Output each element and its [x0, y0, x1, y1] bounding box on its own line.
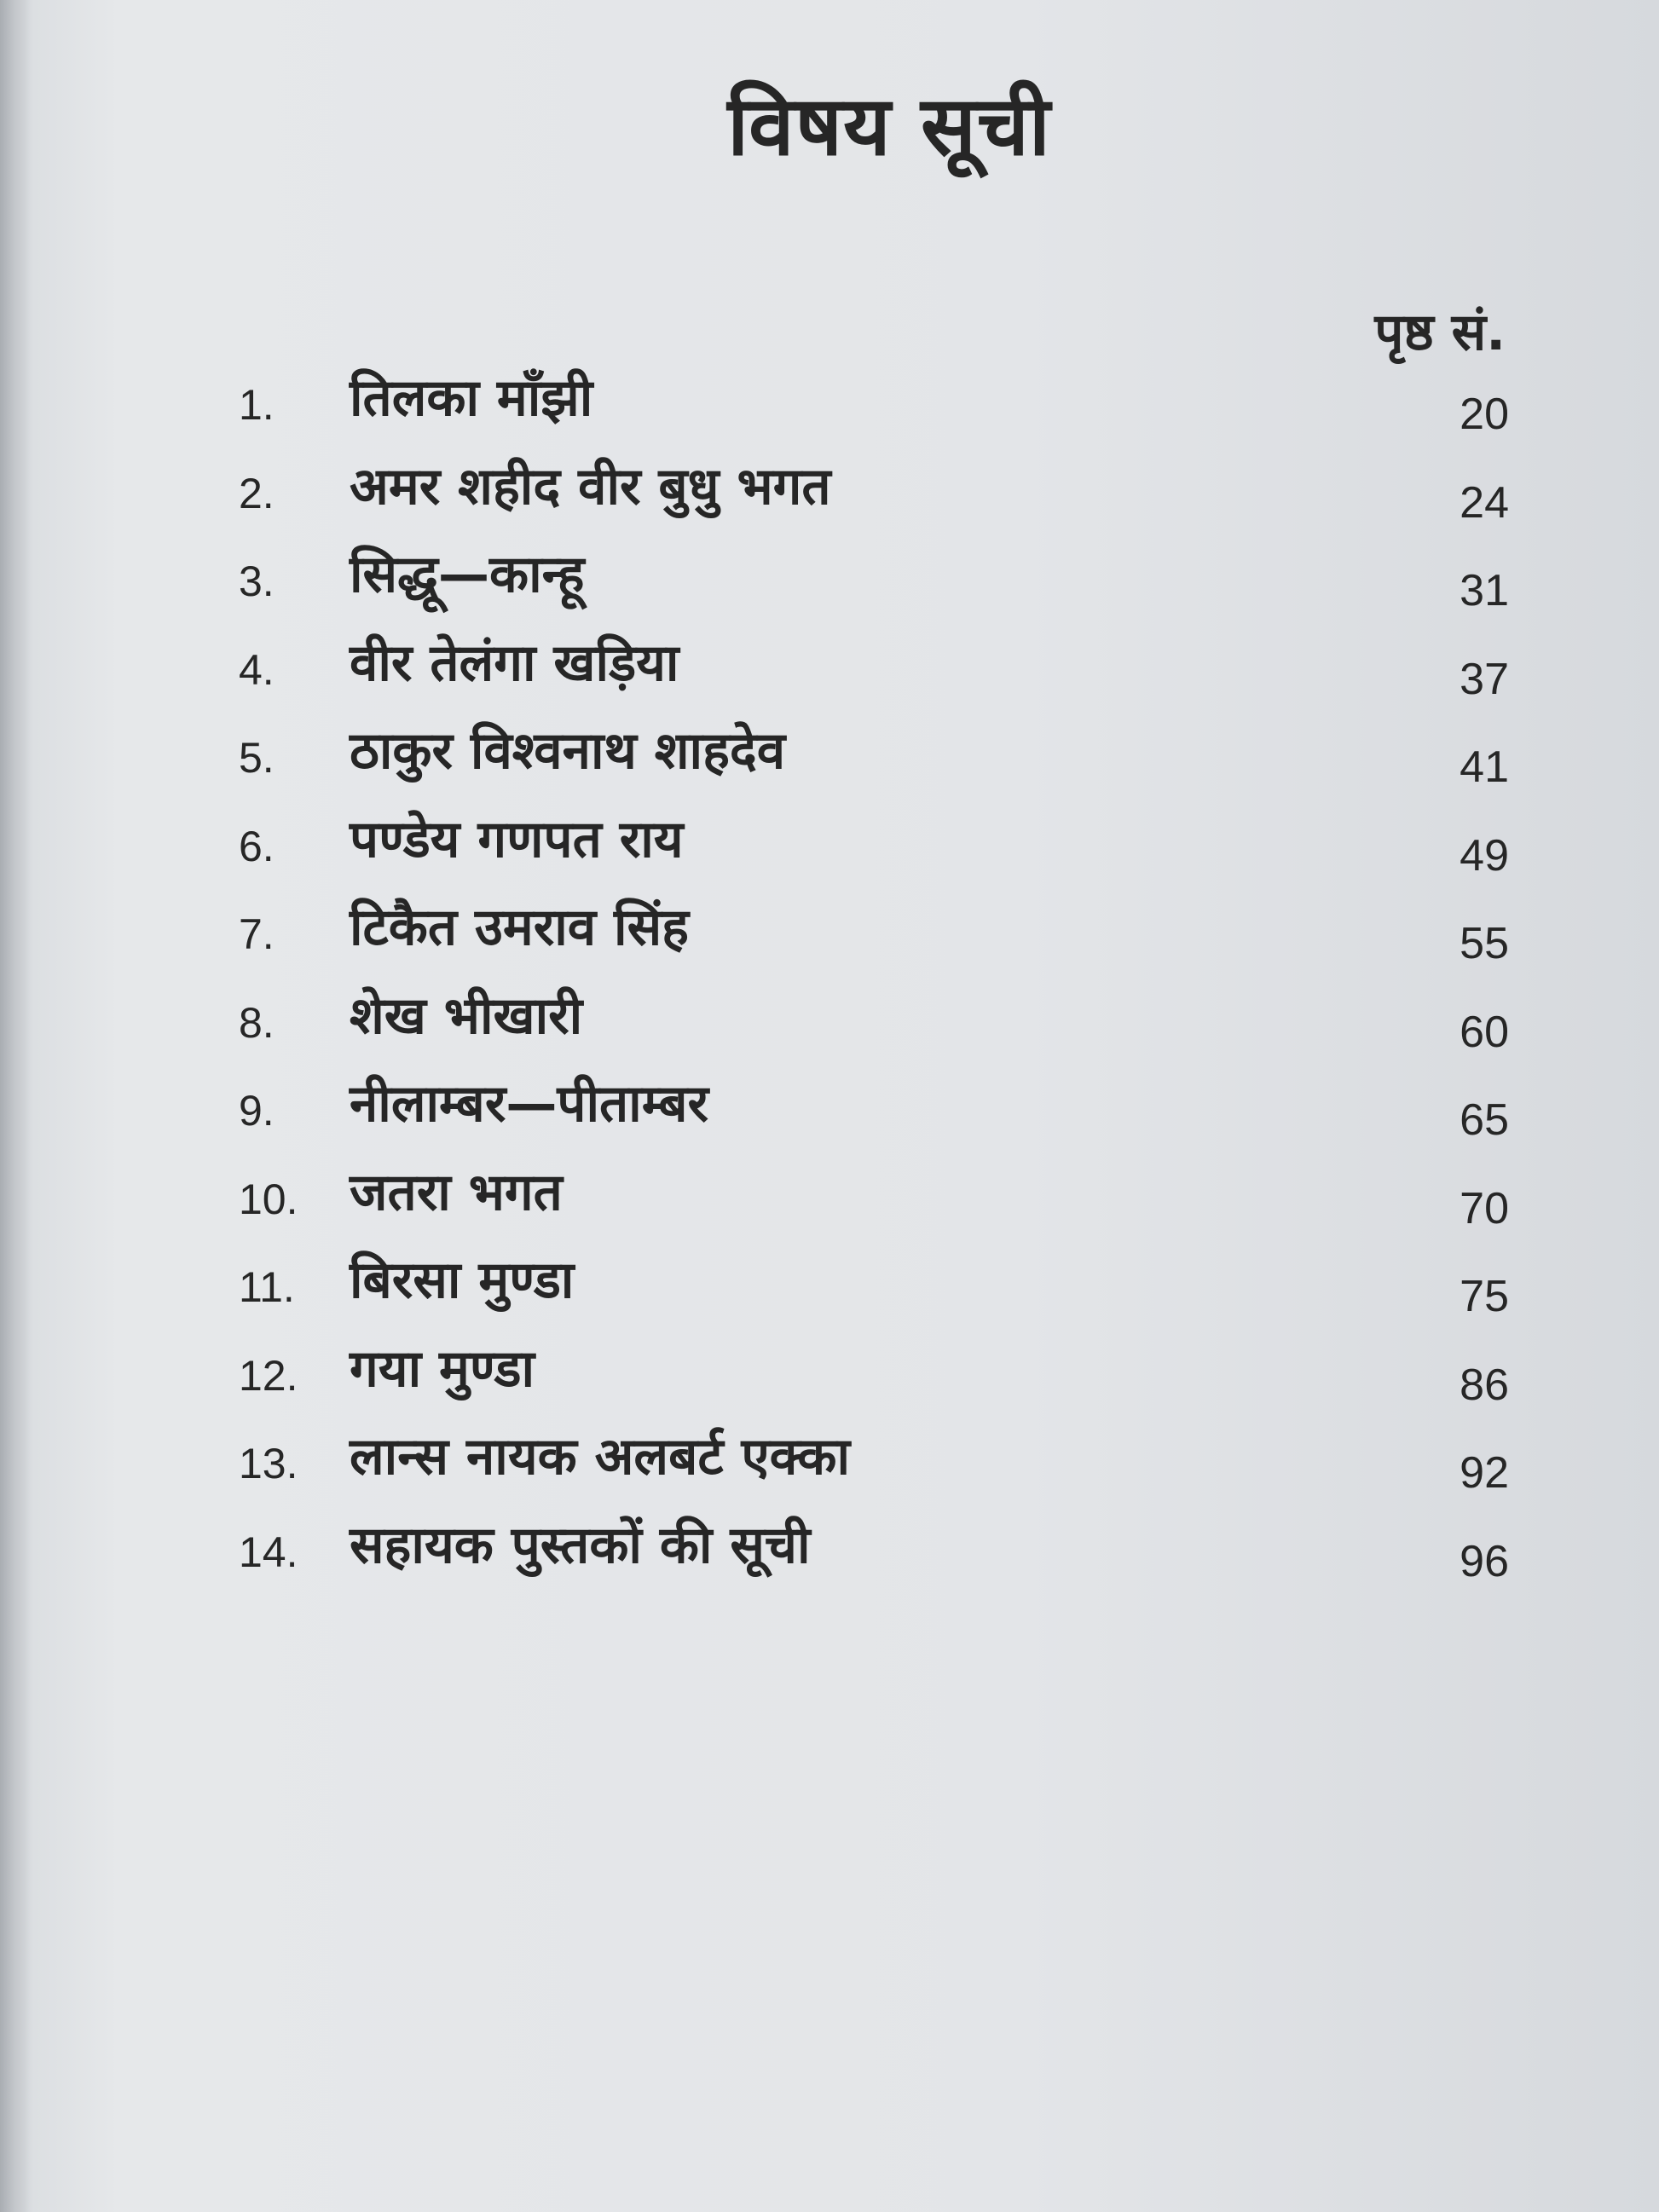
table-of-contents	[230, 367, 1509, 1602]
toc-entry-page: 41	[1460, 742, 1509, 792]
toc-entry-title: सहायक पुस्तकों की सूची	[350, 1515, 811, 1575]
toc-entry-number: 4.	[239, 645, 275, 694]
toc-entry-number: 14.	[239, 1528, 298, 1576]
page-title	[0, 78, 1659, 174]
toc-row	[230, 1161, 1509, 1250]
toc-row	[230, 1514, 1509, 1603]
toc-entry-title: लान्स नायक अलबर्ट एक्का	[350, 1427, 851, 1487]
toc-entry-page: 60	[1460, 1007, 1509, 1057]
toc-row	[230, 455, 1509, 544]
toc-entry-page: 20	[1460, 390, 1509, 439]
page-title-text: विषय सूची	[727, 78, 1051, 174]
toc-entry-number: 1.	[239, 381, 275, 429]
toc-entry-number: 7.	[239, 910, 275, 958]
toc-entry-page: 31	[1460, 566, 1509, 615]
toc-row	[230, 1072, 1509, 1161]
toc-entry-title: गया मुण्डा	[350, 1338, 535, 1399]
toc-entry-number: 11.	[239, 1263, 295, 1311]
toc-entry-number: 13.	[239, 1440, 298, 1487]
toc-entry-title: सिद्धू—कान्हू	[350, 545, 585, 604]
toc-entry-title: नीलाम्बर—पीताम्बर	[350, 1074, 709, 1134]
toc-entry-number: 6.	[239, 822, 275, 870]
toc-entry-page: 75	[1460, 1272, 1509, 1321]
toc-entry-title: शेख भीखारी	[350, 985, 583, 1046]
toc-entry-number: 3.	[239, 557, 275, 605]
toc-entry-number: 12.	[239, 1351, 298, 1400]
toc-entry-page: 65	[1460, 1095, 1509, 1145]
toc-entry-number: 2.	[239, 469, 275, 517]
page-number-column-heading: पृष्ठ सं.	[1374, 303, 1506, 362]
toc-row	[230, 367, 1509, 455]
toc-row	[230, 632, 1509, 720]
toc-entry-title: ठाकुर विश्वनाथ शाहदेव	[350, 721, 786, 781]
toc-row	[230, 896, 1509, 985]
toc-entry-title: अमर शहीद वीर बुधु भगत	[350, 456, 831, 517]
toc-row	[230, 1249, 1509, 1337]
toc-entry-title: वीर तेलंगा खड़िया	[350, 632, 679, 693]
toc-entry-title: जतरा भगत	[350, 1162, 563, 1222]
toc-row	[230, 808, 1509, 897]
toc-entry-number: 9.	[239, 1087, 275, 1135]
toc-row	[230, 1337, 1509, 1426]
toc-entry-page: 86	[1460, 1360, 1509, 1410]
toc-entry-number: 8.	[239, 998, 275, 1047]
toc-row	[230, 1425, 1509, 1514]
toc-row	[230, 985, 1509, 1073]
page-binding-edge	[0, 0, 31, 2212]
toc-entry-title: बिरसा मुण्डा	[350, 1250, 575, 1310]
toc-entry-title: टिकैत उमराव सिंह	[350, 898, 689, 957]
toc-entry-page: 96	[1460, 1536, 1509, 1586]
toc-entry-number: 10.	[239, 1175, 298, 1223]
toc-entry-number: 5.	[239, 734, 275, 782]
toc-entry-title: पण्डेय गणपत राय	[350, 809, 684, 869]
toc-entry-page: 37	[1460, 654, 1509, 704]
toc-entry-page: 49	[1460, 830, 1509, 881]
toc-entry-title: तिलका माँझी	[350, 368, 593, 428]
toc-entry-page: 24	[1460, 477, 1509, 528]
toc-row	[230, 719, 1509, 808]
toc-entry-page: 70	[1460, 1183, 1509, 1233]
toc-entry-page: 55	[1460, 919, 1509, 968]
toc-row	[230, 543, 1509, 632]
toc-entry-page: 92	[1460, 1448, 1509, 1498]
